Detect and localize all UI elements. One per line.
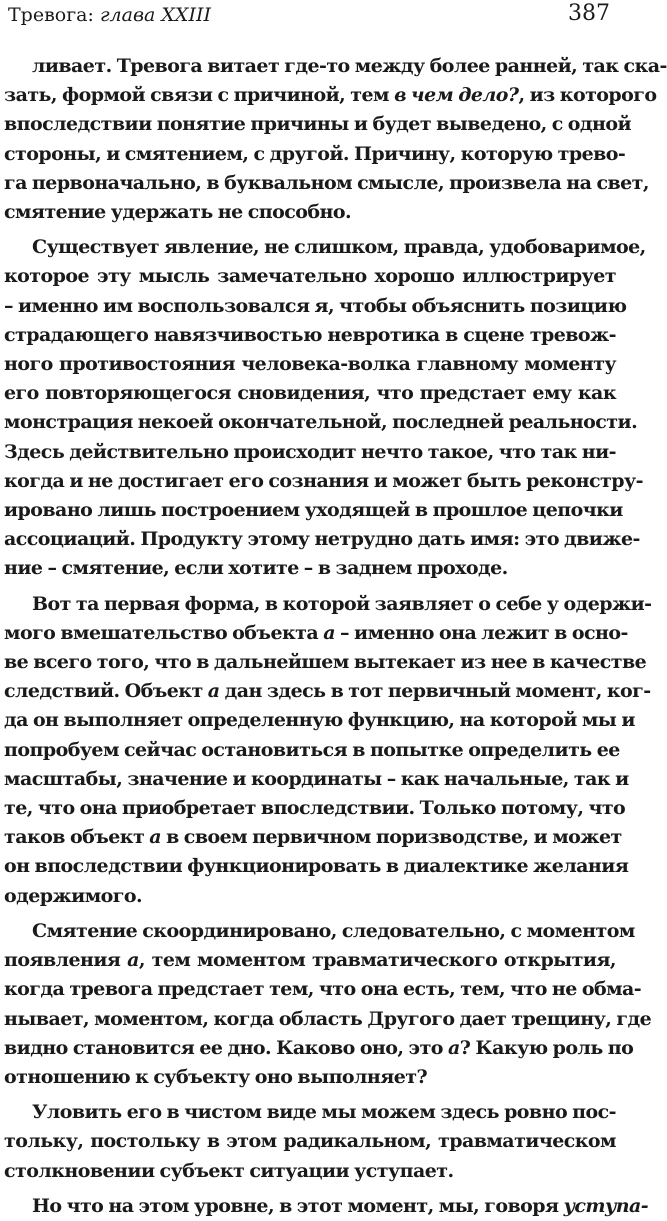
text-run: мого вмешательство объекта	[4, 621, 324, 644]
text-line	[4, 379, 616, 408]
text-line	[4, 140, 626, 169]
paragraph	[4, 1192, 649, 1221]
text-line	[4, 794, 626, 823]
text-run: зать, формой связи с причиной, тем	[4, 84, 395, 107]
text-run: ние – смятение, если хотите – в заднем проходе.	[4, 557, 508, 580]
text-run: Смятение скоординировано, следовательно, с моментом	[32, 919, 635, 942]
text-line	[4, 438, 616, 467]
text-run: масштабы, значение и координаты – как начальные, так и	[4, 767, 629, 790]
text-line	[4, 1005, 652, 1034]
text-run: в своем первичном поризводстве, и может	[161, 826, 622, 849]
text-run: его повторяющегося сновидения, что предстает ему как	[4, 382, 616, 405]
text-run: Здесь действительно происходит нечто такое, что так ни-	[4, 440, 616, 463]
text-run: Уловить его в чистом виде мы можем здесь ровно пос-	[32, 1101, 616, 1124]
text-run: столкновении субъект ситуации уступает.	[4, 1159, 454, 1182]
text-run: монстрация некоей окончательной, последней реальности.	[4, 411, 638, 434]
text-run: нывает, моментом, когда область Другого дает трещину, где	[4, 1007, 652, 1030]
text-run: ? Какую роль по	[459, 1036, 634, 1059]
text-line	[4, 496, 623, 525]
text-run: когда и не достигает его сознания и может быть реконстру-	[4, 469, 643, 492]
text-run: появления	[4, 949, 128, 972]
text-run: когда тревога предстает тем, что она есть, тем, что не обма-	[4, 978, 642, 1001]
text-run: стороны, и смятением, с другой. Причину, которую трево-	[4, 142, 626, 165]
text-line	[4, 917, 635, 946]
text-line	[4, 467, 643, 496]
paragraph	[4, 590, 652, 911]
text-line	[4, 169, 649, 198]
text-run: страдающего навязчивостью невротика в сцене тревож-	[4, 323, 616, 346]
text-run: га первоначально, в буквальном смысле, произвела на свет,	[4, 171, 649, 194]
italic-run: а	[207, 680, 220, 703]
text-line	[4, 233, 646, 262]
text-run: следствий. Объект	[4, 680, 208, 703]
text-line	[4, 882, 616, 911]
running-head-title: Тревога:	[8, 4, 100, 26]
text-line	[4, 525, 640, 554]
italic-run: а	[323, 621, 335, 644]
text-line	[4, 292, 627, 321]
text-run: , из которого	[518, 84, 657, 107]
text-run: ировано лишь построением уходящей в прошлое цепочки	[4, 499, 623, 522]
text-line	[4, 619, 628, 648]
text-run: таков объект	[4, 826, 150, 849]
text-run: Но что на этом уровне, в этот момент, мы, говоря	[32, 1194, 564, 1217]
text-run: – именно им воспользовался я, чтобы объяснить позицию	[4, 294, 627, 317]
text-line	[4, 823, 622, 852]
text-run: ве всего того, что в дальнейшем вытекает из нее в качестве	[4, 651, 647, 674]
text-line	[4, 1098, 616, 1127]
italic-run: уступа-	[563, 1194, 649, 1217]
text-run: попробуем сейчас остановиться в попытке определить ее	[4, 738, 620, 761]
text-line	[4, 1127, 616, 1156]
text-run: Существует явление, не слишком, правда, удобоваримое,	[32, 236, 646, 259]
text-line	[4, 1034, 634, 1063]
paragraph	[4, 52, 667, 227]
text-run: он впоследствии функционировать в диалектике желания	[4, 855, 629, 878]
running-head-chapter: глава XXIII	[99, 4, 211, 26]
text-line	[4, 677, 651, 706]
text-run: впоследствии понятие причины и будет выведено, с одной	[4, 113, 632, 136]
paragraph	[4, 1098, 616, 1186]
text-run: дан здесь в тот первичный момент, ког-	[219, 680, 651, 703]
italic-run: в чем дело?	[394, 84, 519, 107]
italic-run: а	[149, 826, 162, 849]
text-run: – именно она лежит в осно-	[334, 621, 628, 644]
text-line	[4, 408, 638, 437]
text-run: ассоциаций. Продукту этому нетрудно дать имя: это движе-	[4, 528, 640, 551]
running-head	[8, 2, 211, 28]
text-run: отношению к субъекту оно выполняет?	[4, 1065, 428, 1088]
text-line	[4, 350, 616, 379]
text-line	[4, 736, 620, 765]
text-line	[4, 1063, 616, 1092]
text-line	[4, 706, 635, 735]
text-run: видно становится ее дно. Каково оно, это	[4, 1036, 448, 1059]
text-line	[4, 1157, 616, 1186]
text-line	[4, 262, 616, 291]
page-header	[4, 0, 616, 38]
text-run: смятение удержать не способно.	[4, 201, 352, 224]
text-run: те, что она приобретает впоследствии. Только потому, что	[4, 797, 626, 820]
text-run: которое эту мысль замечательно хорошо иллюстрирует	[4, 265, 616, 288]
text-run: тольку, постольку в этом радикальном, травматическом	[4, 1130, 616, 1153]
text-line	[4, 765, 629, 794]
text-line	[4, 52, 667, 81]
text-line	[4, 321, 616, 350]
italic-run: а	[127, 949, 139, 972]
body-text	[4, 52, 667, 1221]
text-run: ливает. Тревога витает где-то между более ранней, так ска-	[32, 55, 667, 77]
text-line	[4, 946, 616, 975]
text-line	[4, 852, 629, 881]
text-run: одержимого.	[4, 884, 143, 907]
paragraph	[4, 917, 652, 1092]
italic-run: а	[447, 1036, 460, 1059]
text-run: да он выполняет определенную функцию, на которой мы и	[4, 709, 635, 732]
text-line	[4, 648, 647, 677]
text-line	[4, 110, 632, 139]
text-line	[4, 975, 642, 1004]
text-line	[4, 81, 657, 110]
text-line	[4, 590, 652, 619]
page-number: 387	[568, 1, 610, 26]
text-run: ного противостояния человека-волка главному моменту	[4, 353, 616, 376]
text-line	[4, 198, 616, 227]
text-line	[4, 1192, 649, 1221]
paragraph	[4, 233, 646, 583]
text-run: , тем моментом травматического открытия,	[138, 949, 616, 972]
text-line	[4, 554, 616, 583]
text-run: Вот та первая форма, в которой заявляет о себе у одержи-	[32, 592, 652, 615]
